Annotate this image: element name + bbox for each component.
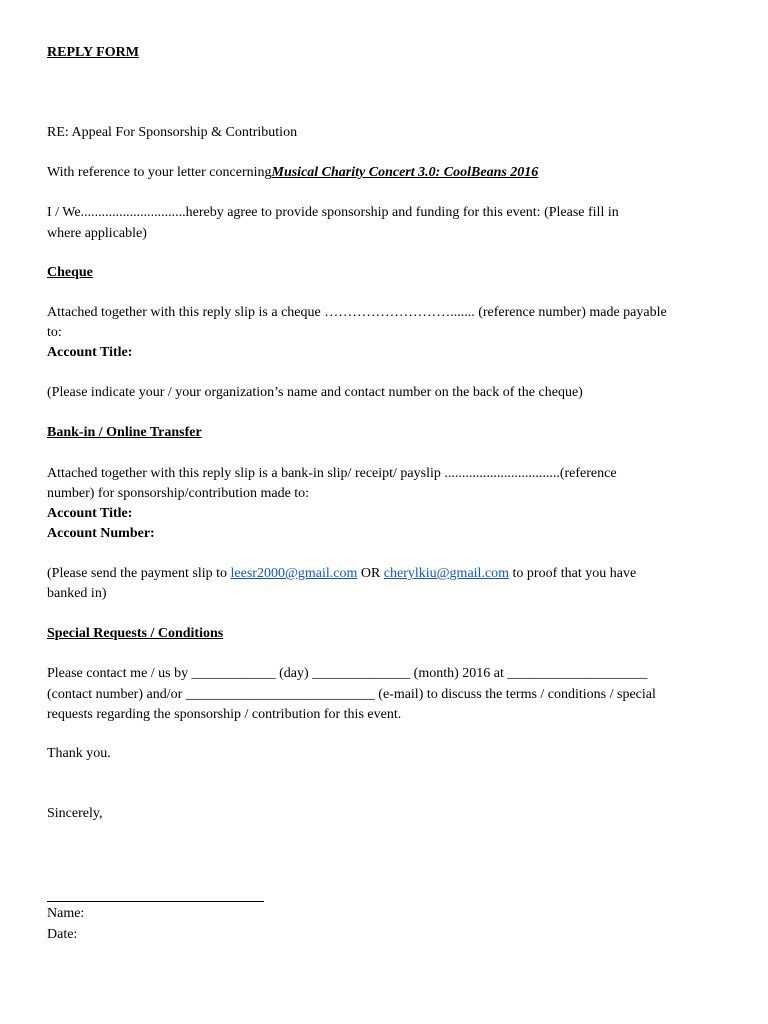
event-name: Musical Charity Concert 3.0: CoolBeans 2016 — [271, 165, 539, 180]
document-title: REPLY FORM — [47, 45, 139, 60]
reference-prefix: With reference to your letter concerning — [47, 165, 272, 180]
bank-transfer-line-2: number) for sponsorship/contribution made to: — [47, 486, 310, 501]
payment-note-line-2: banked in) — [47, 586, 107, 601]
date-label: Date: — [47, 927, 78, 942]
cheque-heading: Cheque — [47, 265, 93, 280]
payment-note-line-1 — [47, 564, 636, 584]
special-requests-heading: Special Requests / Conditions — [47, 626, 224, 641]
email-link-cherylkiu[interactable]: cherylkiu@gmail.com — [383, 566, 510, 581]
special-requests-line-3: requests regarding the sponsorship / contribution for this event. — [47, 707, 402, 722]
re-line: RE: Appeal For Sponsorship & Contribution — [47, 125, 298, 140]
special-requests-line-2: (contact number) and/or ___________________________ (e-mail) to discuss the terms / conditions / special — [47, 687, 656, 702]
bank-transfer-line-1: Attached together with this reply slip is a bank-in slip/ receipt/ payslip .................................(reference — [47, 466, 617, 481]
email-link-leesr[interactable]: leesr2000@gmail.com — [230, 566, 358, 581]
special-requests-line-1: Please contact me / us by ____________ (day) ______________ (month) 2016 at ____________________ — [47, 666, 648, 681]
payment-note-prefix: (Please send the payment slip to — [47, 566, 231, 581]
payment-note-or: OR — [357, 566, 384, 581]
payment-note-suffix: to proof that you have — [509, 566, 637, 581]
cheque-account-title-label: Account Title: — [47, 345, 133, 360]
signature-line — [47, 901, 264, 902]
cheque-line-2: to: — [47, 325, 62, 340]
bank-account-title-label: Account Title: — [47, 506, 133, 521]
bank-account-number-label: Account Number: — [47, 526, 155, 541]
thank-you-text: Thank you. — [47, 746, 111, 761]
cheque-line-1: Attached together with this reply slip is a cheque ………………………....... (reference number) made payable — [47, 305, 667, 320]
agreement-line-1: I / We..............................hereby agree to provide sponsorship and funding for this event: (Please fill in — [47, 205, 619, 220]
cheque-note: (Please indicate your / your organization’s name and contact number on the back of the cheque) — [47, 385, 583, 400]
bank-transfer-heading: Bank-in / Online Transfer — [47, 425, 202, 440]
sincerely-text: Sincerely, — [47, 806, 103, 821]
name-label: Name: — [47, 906, 85, 921]
agreement-line-2: where applicable) — [47, 226, 147, 241]
reference-line — [47, 163, 538, 183]
